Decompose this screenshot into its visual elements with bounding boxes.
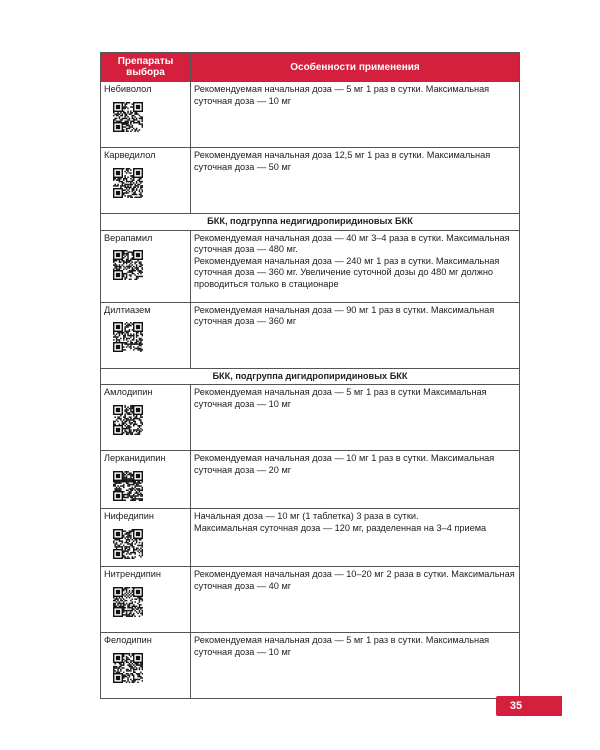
- drug-name: Верапамил: [104, 232, 153, 243]
- page-number: 35: [496, 696, 536, 716]
- qr-code-icon: [113, 250, 143, 280]
- drug-row: [101, 82, 520, 148]
- header-drugs: Препараты выбора: [101, 53, 191, 82]
- qr-code-icon: [113, 102, 143, 132]
- drug-cell: [101, 82, 191, 148]
- drug-cell: [101, 451, 191, 509]
- drug-row: [101, 230, 520, 302]
- page-number-tab: [536, 696, 562, 716]
- usage-text: Рекомендуемая начальная доза — 5 мг 1 раз в сутки Максимальная суточная доза — 10 мг: [191, 385, 520, 451]
- drug-row: [101, 148, 520, 214]
- qr-code-icon: [113, 322, 143, 352]
- drug-cell: [101, 230, 191, 302]
- drug-cell: [101, 633, 191, 699]
- drug-table: [100, 52, 520, 699]
- section-row: [101, 214, 520, 231]
- usage-text: Рекомендуемая начальная доза — 90 мг 1 раз в сутки. Максимальная суточная доза — 360 мг: [191, 302, 520, 368]
- drug-row: [101, 451, 520, 509]
- drug-row: [101, 633, 520, 699]
- drug-row: [101, 302, 520, 368]
- qr-code-icon: [113, 168, 143, 198]
- drug-cell: [101, 148, 191, 214]
- drug-name: Нитрендипин: [104, 569, 161, 579]
- section-title: БКК, подгруппа недигидропиридиновых БКК: [101, 214, 520, 231]
- drug-row: [101, 567, 520, 633]
- usage-text: Рекомендуемая начальная доза — 5 мг 1 раз в сутки. Максимальная суточная доза — 10 мг: [191, 82, 520, 148]
- drug-cell: [101, 302, 191, 368]
- drug-name: Амлодипин: [104, 387, 153, 397]
- usage-text: Рекомендуемая начальная доза — 10–20 мг 2 раза в сутки. Максимальная суточная доза — 40 мг: [191, 567, 520, 633]
- usage-text: Рекомендуемая начальная доза — 10 мг 1 раз в сутки. Максимальная суточная доза — 20 мг: [191, 451, 520, 509]
- drug-name: Небиволол: [104, 84, 152, 94]
- usage-text: Рекомендуемая начальная доза 12,5 мг 1 раз в сутки. Максимальная суточная доза — 50 мг: [191, 148, 520, 214]
- qr-code-icon: [113, 471, 143, 501]
- usage-text: Рекомендуемая начальная доза — 40 мг 3–4 раза в сутки. Максимальная суточная доза — 480 мг. Рекомендуемая начальная доза — 240 мг 1 раз в сутки. Максимальная суточная доза — 360 мг. Увеличение суточной дозы до 480 мг должно проводиться только в стационаре: [191, 230, 520, 302]
- usage-text: Начальная доза — 10 мг (1 таблетка) 3 раза в сутки. Максимальная суточная доза — 120 мг, разделенная на 3–4 приема: [191, 509, 520, 567]
- drug-cell: [101, 567, 191, 633]
- drug-row: [101, 509, 520, 567]
- qr-code-icon: [113, 587, 143, 617]
- drug-row: [101, 385, 520, 451]
- section-title: БКК, подгруппа дигидропиридиновых БКК: [101, 368, 520, 385]
- drug-name: Лерканидипин: [104, 453, 166, 463]
- header-usage: Особенности применения: [191, 53, 520, 82]
- qr-code-icon: [113, 529, 143, 559]
- drug-name: Фелодипин: [104, 635, 152, 645]
- drug-name: Нифедипин: [104, 511, 154, 521]
- qr-code-icon: [113, 653, 143, 683]
- table-header-row: [101, 53, 520, 82]
- usage-text: Рекомендуемая начальная доза — 5 мг 1 раз в сутки. Максимальная суточная доза — 10 мг: [191, 633, 520, 699]
- qr-code-icon: [113, 405, 143, 435]
- drug-name: Дилтиазем: [104, 304, 151, 315]
- drug-cell: [101, 385, 191, 451]
- drug-cell: [101, 509, 191, 567]
- drug-name: Карведилол: [104, 150, 156, 160]
- section-row: [101, 368, 520, 385]
